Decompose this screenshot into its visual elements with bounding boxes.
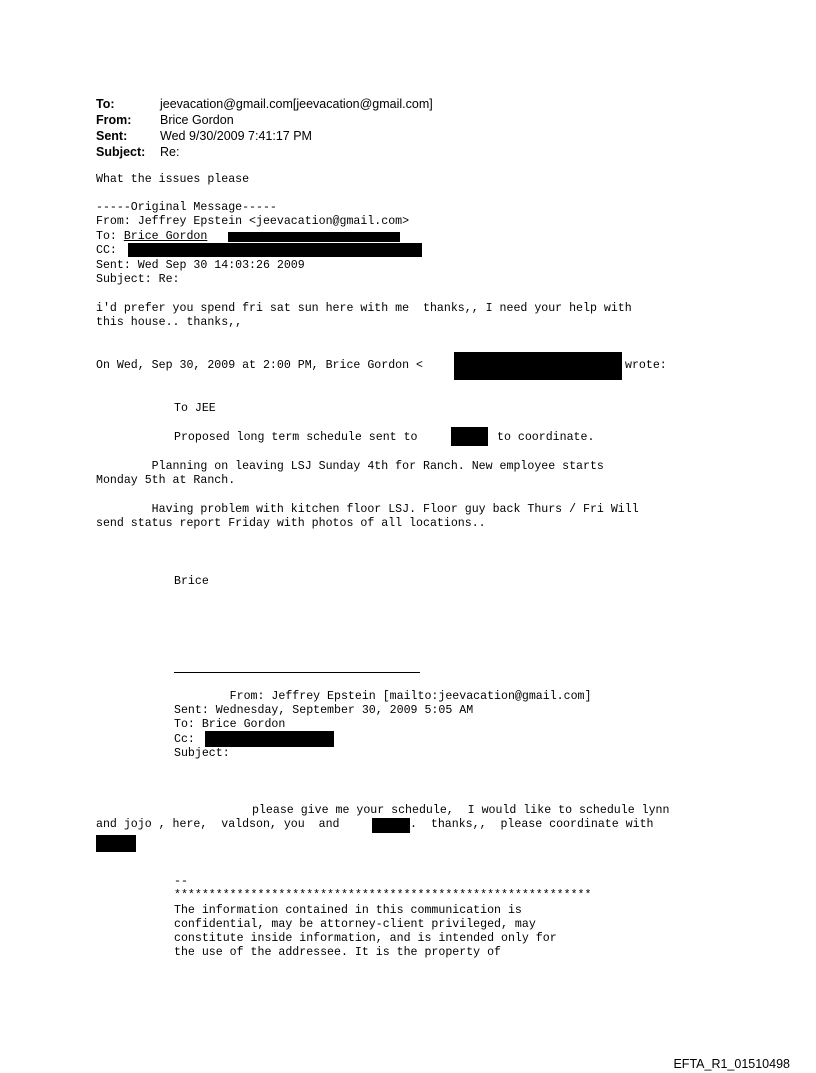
- original-to: [96, 230, 207, 244]
- original-cc: CC:: [96, 244, 117, 257]
- quoted-proposed-a: Proposed long term schedule sent to: [174, 431, 418, 444]
- header-subject: [96, 144, 179, 160]
- sent-label: Sent:: [96, 129, 128, 143]
- quoted-kitchen-line: send status report Friday with photos of all locations..: [96, 517, 486, 530]
- subject-label: Subject:: [96, 145, 146, 159]
- to-value: jeevacation@gmail.com[jeevacation@gmail.com]: [160, 97, 433, 111]
- forwarded-from: From: Jeffrey Epstein [mailto:jeevacation@gmail.com]: [174, 690, 592, 703]
- forwarded-body-line: please give me your schedule, I would like to schedule lynn: [252, 804, 670, 817]
- subject-value: Re:: [160, 145, 180, 159]
- quoted-signature: Brice: [174, 575, 209, 588]
- separator-line: [174, 672, 420, 673]
- quoted-planning-line: Planning on leaving LSJ Sunday 4th for Ranch. New employee starts: [96, 460, 604, 473]
- original-to-prefix: To:: [96, 230, 124, 243]
- disclaimer-line: The information contained in this communication is: [174, 904, 522, 917]
- quoted-planning-line: Monday 5th at Ranch.: [96, 474, 236, 487]
- original-body-line: this house.. thanks,,: [96, 316, 243, 329]
- document-id: EFTA_R1_01510498: [673, 1057, 790, 1071]
- quoted-greeting: To JEE: [174, 402, 216, 415]
- redaction-box: [128, 243, 422, 257]
- original-body-line: i'd prefer you spend fri sat sun here with me thanks,, I need your help with: [96, 302, 632, 315]
- redaction-box: [451, 427, 488, 446]
- disclaimer-stars: ************************************************************: [174, 889, 592, 902]
- quote-intro: On Wed, Sep 30, 2009 at 2:00 PM, Brice Gordon <: [96, 359, 423, 372]
- redaction-box: [96, 835, 136, 852]
- redaction-box: [205, 731, 334, 747]
- forwarded-body-line-a: and jojo , here, valdson, you and: [96, 818, 340, 831]
- forwarded-cc: Cc:: [174, 733, 195, 746]
- quoted-kitchen-line: Having problem with kitchen floor LSJ. Floor guy back Thurs / Fri Will: [96, 503, 639, 516]
- forwarded-body-line-b: . thanks,, please coordinate with: [410, 818, 654, 831]
- disclaimer-line: confidential, may be attorney-client privileged, may: [174, 918, 536, 931]
- from-value: Brice Gordon: [160, 113, 234, 127]
- forwarded-to: To: Brice Gordon: [174, 718, 286, 731]
- header-from: [96, 112, 234, 128]
- original-sent: Sent: Wed Sep 30 14:03:26 2009: [96, 259, 305, 272]
- original-from: From: Jeffrey Epstein <jeevacation@gmail.com>: [96, 215, 410, 228]
- redaction-box: [372, 818, 410, 833]
- forwarded-subject: Subject:: [174, 747, 230, 760]
- to-label: To:: [96, 97, 115, 111]
- original-subject: Subject: Re:: [96, 273, 180, 286]
- disclaimer-line: constitute inside information, and is intended only for: [174, 932, 557, 945]
- redaction-box: [454, 352, 622, 380]
- original-divider: -----Original Message-----: [96, 201, 277, 214]
- original-to-name: Brice Gordon: [123, 230, 208, 243]
- quote-intro-end: wrote:: [625, 359, 667, 372]
- redaction-box: [228, 232, 400, 242]
- disclaimer-line: the use of the addressee. It is the property of: [174, 946, 501, 959]
- header-sent: [96, 128, 312, 144]
- quoted-proposed-b: to coordinate.: [497, 431, 595, 444]
- disclaimer-dashes: --: [174, 875, 188, 888]
- header-to: [96, 96, 433, 112]
- reply-text: What the issues please: [96, 173, 250, 186]
- from-label: From:: [96, 113, 132, 127]
- sent-value: Wed 9/30/2009 7:41:17 PM: [160, 129, 312, 143]
- forwarded-sent: Sent: Wednesday, September 30, 2009 5:05 AM: [174, 704, 474, 717]
